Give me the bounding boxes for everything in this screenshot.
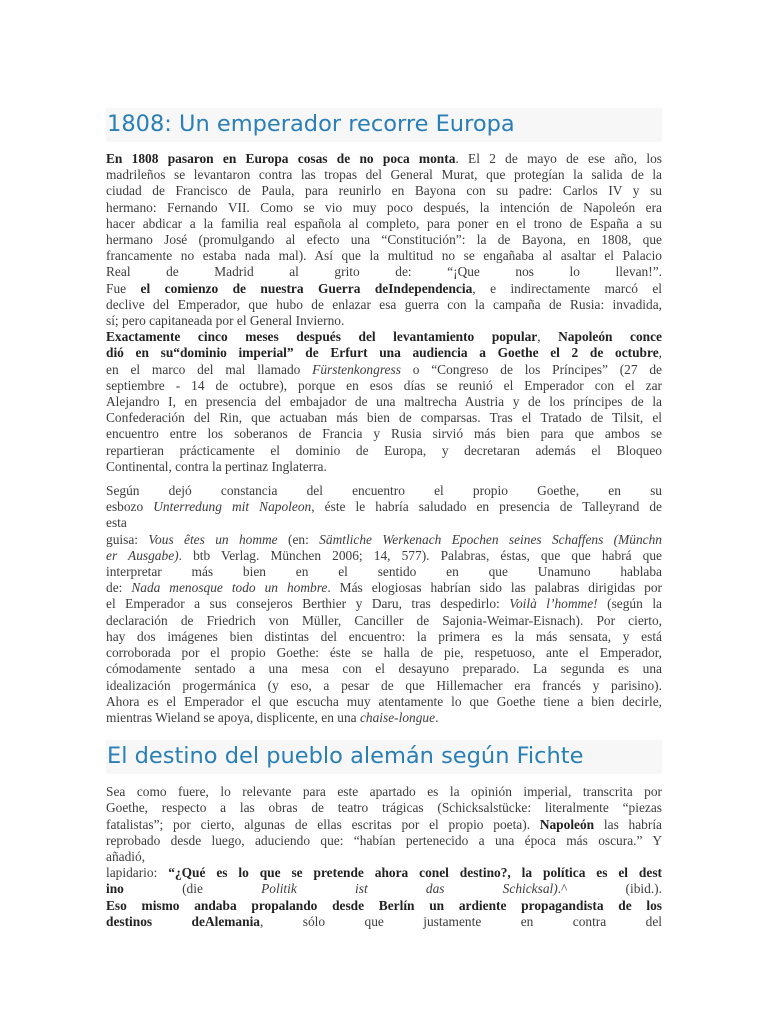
text-line (106, 613, 662, 629)
text-run: . El 2 de mayo de ese año, los (455, 151, 662, 166)
text-run: hacer abdicar a la familia real española al completo, para poner en el trono de España a su (106, 215, 662, 231)
text-run: (según la (597, 596, 662, 612)
text-line (106, 865, 662, 881)
bold-text: Eso mismo andaba propalando desde Berlín un ardiente propagandista de los (106, 897, 662, 913)
text-run: , sólo que justamente en contra del (260, 913, 662, 929)
text-run: , (537, 329, 559, 345)
text-line (106, 564, 662, 580)
text-run: madrileños se levantaron contra las tropas del General Murat, que protegían la salida de la (106, 167, 662, 183)
text-line (106, 499, 662, 515)
text-run: Continental, contra la pertinaz Inglaterra. (106, 458, 327, 474)
text-line (106, 394, 662, 410)
bold-text: el comienzo de nuestra Guerra deIndependencia (140, 280, 473, 296)
italic-text: Nada menosque todo un hombre (131, 580, 328, 596)
text-run: encuentro entre los soberanos de Francia y Rusia sirvió más bien para que ambos se (106, 426, 662, 442)
text-line (106, 248, 662, 264)
italic-text: Politik ist das Schicksal) (261, 881, 558, 897)
text-line (106, 459, 662, 475)
text-run: esta (106, 515, 127, 531)
text-run: cómodamente sentado a una mesa con el desayuno preparado. La segunda es una (106, 661, 662, 677)
text-line (106, 329, 662, 345)
text-line (106, 345, 662, 361)
text-run: , (658, 345, 662, 361)
text-run: interpretar más bien en el sentido en que Unamuno hablaba (106, 564, 662, 580)
text-run: repartieran prácticamente el dominio de Europa, y decretaran además el Bloqueo (106, 442, 662, 458)
bold-text: Napoleón conce (558, 329, 662, 345)
text-line (106, 784, 662, 800)
text-run: hermano: Fernando VII. Como se vio muy poco después, la intención de Napoleón era (106, 199, 662, 215)
text-run: Sea como fuere, lo relevante para este apartado es la opinión imperial, transcrita por (106, 784, 662, 800)
italic-text: chaise-longue (359, 709, 436, 725)
text-run: el Emperador a sus consejeros Berthier y Daru, tras despedirlo: (106, 596, 510, 612)
text-line (106, 532, 662, 548)
text-run: declaración de Friedrich von Müller, Canciller de Sajonia-Weimar-Eisnach). Por cierto, (106, 612, 662, 628)
text-line (106, 443, 662, 459)
section-heading-1808: 1808: Un emperador recorre Europa (106, 108, 662, 142)
text-run: mientras Wieland se apoya, displicente, en una (106, 709, 360, 725)
text-run: (en: (277, 531, 320, 547)
text-run: reprobado desde luego, aduciendo que: “habían pertenecido a una época más oscura.” Y (106, 832, 662, 848)
paragraph-4 (106, 784, 662, 930)
text-line (106, 378, 662, 394)
text-run: fatalistas”; por cierto, algunas de ellas escritas por el propio poeta). (106, 816, 540, 832)
paragraph-3 (106, 483, 662, 726)
text-line (106, 833, 662, 849)
text-run: .^ (ibid.). (557, 881, 662, 897)
text-line (106, 281, 662, 297)
text-run: en el marco del mal llamado (106, 361, 313, 377)
text-run: . (435, 709, 439, 725)
text-run: declive del Emperador, que hubo de enlazar esa guerra con la campaña de Rusia: invadida, (106, 296, 662, 312)
text-run: hay dos imágenes bien distintas del encuentro: la primera es la más sensata, y está (106, 628, 662, 644)
text-line (106, 580, 662, 596)
text-line (106, 710, 662, 726)
text-line (106, 898, 662, 914)
text-line (106, 297, 662, 313)
italic-text: Sämtliche Werkenach Epochen seines Schaffens (Münchn (319, 531, 662, 547)
paragraph-2 (106, 329, 662, 475)
text-run: . Más elogiosas habrían sido las palabras dirigidas por (327, 580, 662, 596)
text-line (106, 151, 662, 167)
text-run: hermano José (promulgando al efecto una “Constitución”: la de Bayona, en 1808, que (106, 232, 662, 248)
text-run: . btb Verlag. München 2006; 14, 577). Palabras, éstas, que que habrá que (178, 547, 662, 563)
text-run: las habría (594, 816, 662, 832)
text-line (106, 849, 662, 865)
text-run: Según dejó constancia del encuentro el propio Goethe, en su (106, 483, 662, 499)
text-line (106, 817, 662, 833)
text-line (106, 596, 662, 612)
italic-text: Unterredung mit Napoleon (153, 499, 312, 515)
text-line (106, 881, 662, 897)
bold-text: “¿Qué es lo que se pretende ahora conel destino?, la política es el dest (168, 865, 662, 881)
text-run: de: (106, 580, 132, 596)
text-line (106, 216, 662, 232)
text-run: Ahora es el Emperador el que escucha muy atentamente lo que Goethe tiene a bien decirle, (106, 693, 662, 709)
bold-text: destinos deAlemania (106, 913, 260, 929)
text-run: guisa: (106, 531, 149, 547)
italic-text: Vous êtes un homme (148, 531, 278, 547)
text-line (106, 548, 662, 564)
document-page (106, 108, 662, 930)
text-run: añadió, (106, 848, 146, 864)
paragraph-gap (106, 475, 662, 483)
bold-text: dió en su“dominio imperial” de Erfurt una audiencia a Goethe el 2 de octubre (106, 345, 659, 361)
text-line (106, 645, 662, 661)
italic-text: er Ausgabe) (106, 547, 179, 563)
section-heading-fichte: El destino del pueblo alemán según Fichte (106, 740, 662, 774)
text-line (106, 515, 662, 531)
text-run: septiembre - 14 de octubre), porque en esos días se reunió el Emperador con el zar (106, 377, 662, 393)
text-run: lapidario: (106, 865, 169, 881)
text-line (106, 183, 662, 199)
text-line (106, 167, 662, 183)
bold-text: Napoleón (539, 816, 595, 832)
text-run: o “Congreso de los Príncipes” (27 de (400, 361, 663, 377)
text-run: sí; pero capitaneada por el General Invierno. (106, 313, 345, 329)
text-run: , e indirectamente marcó el (472, 280, 662, 296)
paragraph-1 (106, 151, 662, 329)
text-run: Goethe, respecto a las obras de teatro trágicas (Schicksalstücke: literalmente “piezas (106, 800, 662, 816)
text-run: , éste le habría saludado en presencia de Talleyrand de (311, 499, 662, 515)
text-run: esbozo (106, 499, 154, 515)
bold-text: En 1808 pasaron en Europa cosas de no poca monta (106, 151, 456, 166)
text-run: corroborada por el propio Goethe: éste se halla de pie, respetuoso, ante el Emperador, (106, 645, 662, 661)
text-run: francamente no estaba nada mal). Así que la multitud no se engañaba al asaltar el Palacio (106, 248, 662, 264)
text-run: Confederación del Rin, que actuaban más bien de comparsas. Tras el Tratado de Tilsit, el (106, 410, 662, 426)
bold-text: ino (106, 881, 124, 897)
text-line (106, 264, 662, 280)
text-run: ciudad de Francisco de Paula, para reunirlo en Bayona con su padre: Carlos IV y su (106, 183, 662, 199)
text-run: (die (123, 881, 262, 897)
text-line (106, 914, 662, 930)
text-run: Real de Madrid al grito de: “¡Que nos lo llevan!”. (106, 264, 662, 280)
text-line (106, 232, 662, 248)
bold-text: Exactamente cinco meses después del levantamiento popular (106, 329, 538, 345)
text-line (106, 694, 662, 710)
text-line (106, 200, 662, 216)
text-line (106, 629, 662, 645)
text-line (106, 661, 662, 677)
text-line (106, 800, 662, 816)
text-line (106, 678, 662, 694)
italic-text: Fürstenkongress (312, 361, 401, 377)
text-run: Fue (106, 280, 141, 296)
text-run: Alejandro I, en presencia del embajador de una maltrecha Austria y de los príncipes de la (106, 394, 662, 410)
text-line (106, 483, 662, 499)
text-line (106, 313, 662, 329)
text-line (106, 362, 662, 378)
text-line (106, 426, 662, 442)
text-run: idealización progermánica (y eso, a pesar de que Hillemacher era francés y parisino). (106, 677, 662, 693)
italic-text: Voilà l’homme! (509, 596, 598, 612)
text-line (106, 410, 662, 426)
